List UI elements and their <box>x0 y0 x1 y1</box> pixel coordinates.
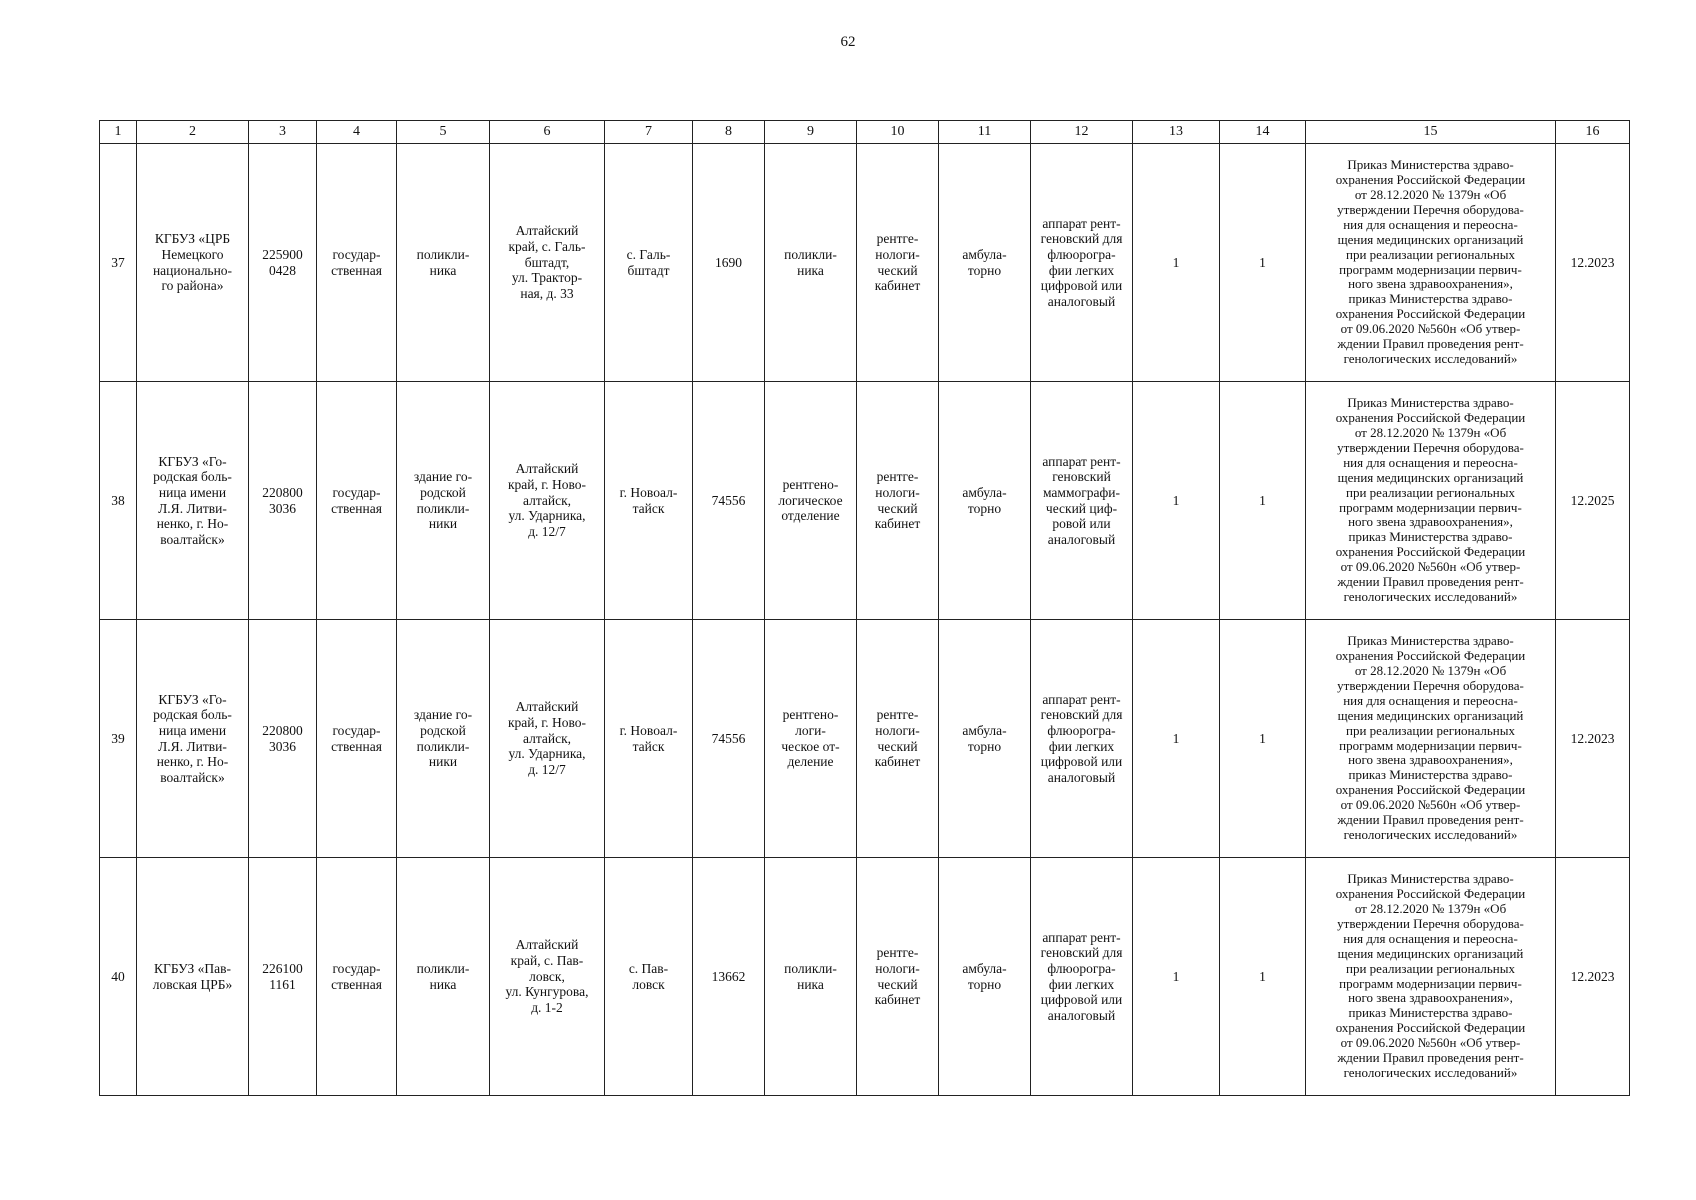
ownership-form: государ- ственная <box>317 620 397 858</box>
row-number: 37 <box>100 144 137 382</box>
legal-basis: Приказ Министерства здраво- охранения Российской Федерации от 28.12.2020 № 1379н «Об утверждении Перечня оборудова- ния для оснащения и переосна- щения медицинских организаций при реализации региональных программ модернизации первич- ного звена здравоохранения», приказ Министерства здраво- охранения Российской Федерации от 09.06.2020 №560н «Об утвер- ждении Правил проведения рент- генологических исследований» <box>1306 620 1556 858</box>
table-row <box>100 858 1630 1096</box>
care-mode: амбула- торно <box>939 144 1031 382</box>
column-header: 9 <box>765 121 857 144</box>
organization-code: 226100 1161 <box>249 858 317 1096</box>
column-header: 4 <box>317 121 397 144</box>
quantity-a: 1 <box>1133 620 1220 858</box>
column-header: 6 <box>490 121 605 144</box>
division: рентгено- логическое отделение <box>765 382 857 620</box>
header-row <box>100 121 1630 144</box>
quantity-b: 1 <box>1220 382 1306 620</box>
locality: с. Галь- бштадт <box>605 144 693 382</box>
table-row <box>100 382 1630 620</box>
column-header: 8 <box>693 121 765 144</box>
organization-code: 220800 3036 <box>249 382 317 620</box>
locality: г. Новоал- тайск <box>605 620 693 858</box>
population: 13662 <box>693 858 765 1096</box>
organization-name: КГБУЗ «Го- родская боль- ница имени Л.Я. Литви- ненко, г. Но- воалтайск» <box>137 382 249 620</box>
legal-basis: Приказ Министерства здраво- охранения Российской Федерации от 28.12.2020 № 1379н «Об утверждении Перечня оборудова- ния для оснащения и переосна- щения медицинских организаций при реализации региональных программ модернизации первич- ного звена здравоохранения», приказ Министерства здраво- охранения Российской Федерации от 09.06.2020 №560н «Об утвер- ждении Правил проведения рент- генологических исследований» <box>1306 144 1556 382</box>
target-date: 12.2023 <box>1556 144 1630 382</box>
room: рентге- нологи- ческий кабинет <box>857 144 939 382</box>
address: Алтайский край, г. Ново- алтайск, ул. Ударника, д. 12/7 <box>490 382 605 620</box>
care-mode: амбула- торно <box>939 620 1031 858</box>
division: поликли- ника <box>765 858 857 1096</box>
target-date: 12.2023 <box>1556 858 1630 1096</box>
address: Алтайский край, г. Ново- алтайск, ул. Ударника, д. 12/7 <box>490 620 605 858</box>
locality: г. Новоал- тайск <box>605 382 693 620</box>
column-header: 10 <box>857 121 939 144</box>
ownership-form: государ- ственная <box>317 858 397 1096</box>
row-number: 38 <box>100 382 137 620</box>
legal-basis: Приказ Министерства здраво- охранения Российской Федерации от 28.12.2020 № 1379н «Об утверждении Перечня оборудова- ния для оснащения и переосна- щения медицинских организаций при реализации региональных программ модернизации первич- ного звена здравоохранения», приказ Министерства здраво- охранения Российской Федерации от 09.06.2020 №560н «Об утвер- ждении Правил проведения рент- генологических исследований» <box>1306 858 1556 1096</box>
table-row <box>100 620 1630 858</box>
organization-name: КГБУЗ «Пав- ловская ЦРБ» <box>137 858 249 1096</box>
organization-code: 220800 3036 <box>249 620 317 858</box>
care-mode: амбула- торно <box>939 382 1031 620</box>
organization-code: 225900 0428 <box>249 144 317 382</box>
building-type: здание го- родской поликли- ники <box>397 620 490 858</box>
target-date: 12.2025 <box>1556 382 1630 620</box>
quantity-a: 1 <box>1133 858 1220 1096</box>
column-header: 16 <box>1556 121 1630 144</box>
page-number: 62 <box>840 34 856 50</box>
division: рентгено- логи- ческое от- деление <box>765 620 857 858</box>
quantity-a: 1 <box>1133 144 1220 382</box>
quantity-b: 1 <box>1220 858 1306 1096</box>
column-header: 7 <box>605 121 693 144</box>
room: рентге- нологи- ческий кабинет <box>857 620 939 858</box>
legal-basis: Приказ Министерства здраво- охранения Российской Федерации от 28.12.2020 № 1379н «Об утверждении Перечня оборудова- ния для оснащения и переосна- щения медицинских организаций при реализации региональных программ модернизации первич- ного звена здравоохранения», приказ Министерства здраво- охранения Российской Федерации от 09.06.2020 №560н «Об утвер- ждении Правил проведения рент- генологических исследований» <box>1306 382 1556 620</box>
equipment: аппарат рент- геновский для флюорогра- фии легких цифровой или аналоговый <box>1031 620 1133 858</box>
building-type: поликли- ника <box>397 144 490 382</box>
equipment-table <box>99 120 1630 1096</box>
population: 1690 <box>693 144 765 382</box>
quantity-b: 1 <box>1220 620 1306 858</box>
equipment: аппарат рент- геновский маммографи- ческий циф- ровой или аналоговый <box>1031 382 1133 620</box>
organization-name: КГБУЗ «Го- родская боль- ница имени Л.Я. Литви- ненко, г. Но- воалтайск» <box>137 620 249 858</box>
organization-name: КГБУЗ «ЦРБ Немецкого национально- го района» <box>137 144 249 382</box>
column-header: 12 <box>1031 121 1133 144</box>
quantity-b: 1 <box>1220 144 1306 382</box>
ownership-form: государ- ственная <box>317 144 397 382</box>
quantity-a: 1 <box>1133 382 1220 620</box>
column-header: 14 <box>1220 121 1306 144</box>
column-header: 13 <box>1133 121 1220 144</box>
row-number: 39 <box>100 620 137 858</box>
locality: с. Пав- ловск <box>605 858 693 1096</box>
column-header: 5 <box>397 121 490 144</box>
column-header: 3 <box>249 121 317 144</box>
row-number: 40 <box>100 858 137 1096</box>
population: 74556 <box>693 382 765 620</box>
column-header: 15 <box>1306 121 1556 144</box>
care-mode: амбула- торно <box>939 858 1031 1096</box>
equipment: аппарат рент- геновский для флюорогра- фии легких цифровой или аналоговый <box>1031 858 1133 1096</box>
equipment: аппарат рент- геновский для флюорогра- фии легких цифровой или аналоговый <box>1031 144 1133 382</box>
building-type: здание го- родской поликли- ники <box>397 382 490 620</box>
column-header: 11 <box>939 121 1031 144</box>
column-header: 2 <box>137 121 249 144</box>
address: Алтайский край, с. Пав- ловск, ул. Кунгурова, д. 1-2 <box>490 858 605 1096</box>
population: 74556 <box>693 620 765 858</box>
room: рентге- нологи- ческий кабинет <box>857 858 939 1096</box>
address: Алтайский край, с. Галь- бштадт, ул. Трактор- ная, д. 33 <box>490 144 605 382</box>
ownership-form: государ- ственная <box>317 382 397 620</box>
division: поликли- ника <box>765 144 857 382</box>
table-row <box>100 144 1630 382</box>
room: рентге- нологи- ческий кабинет <box>857 382 939 620</box>
building-type: поликли- ника <box>397 858 490 1096</box>
column-header: 1 <box>100 121 137 144</box>
target-date: 12.2023 <box>1556 620 1630 858</box>
